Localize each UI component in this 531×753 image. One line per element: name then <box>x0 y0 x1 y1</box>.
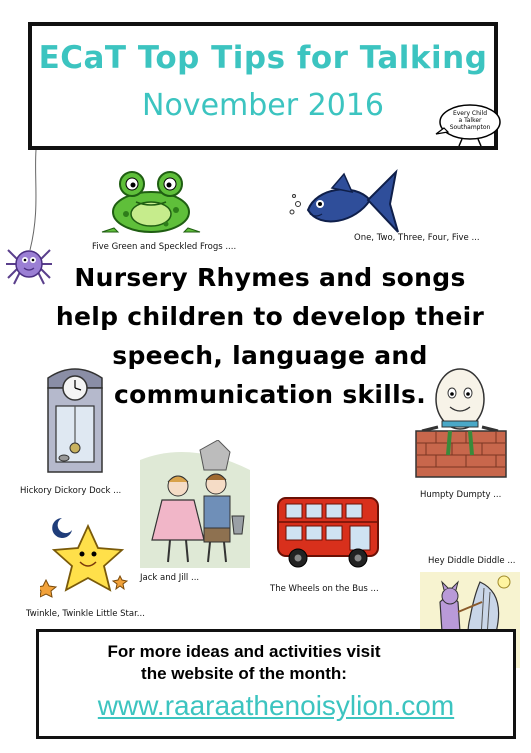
caption-frogs: Five Green and Speckled Frogs .... <box>92 242 237 252</box>
ecat-logo <box>434 100 504 150</box>
page-title: ECaT Top Tips for Talking <box>38 40 488 76</box>
caption-diddle: Hey Diddle Diddle ... <box>428 556 516 566</box>
clock-icon <box>40 364 110 476</box>
logo-text-1: Every Child <box>452 110 488 117</box>
headline-line-3: speech, language and <box>112 341 428 370</box>
headline-line-4: communication skills. <box>113 380 427 409</box>
footer-text-2: the website of the month: <box>141 664 347 683</box>
headline-line-2: help children to develop their <box>55 302 485 331</box>
logo-text-2: a Talker <box>458 117 482 124</box>
jack-and-jill-icon <box>140 440 250 568</box>
caption-bus: The Wheels on the Bus ... <box>270 584 379 594</box>
frog-icon <box>96 168 206 236</box>
caption-jack: Jack and Jill ... <box>140 573 200 583</box>
caption-twinkle: Twinkle, Twinkle Little Star... <box>26 609 145 619</box>
star-icon <box>40 516 130 598</box>
fish-icon <box>286 160 404 238</box>
logo-text-3: Southampton <box>449 124 491 131</box>
title-box <box>28 22 498 150</box>
humpty-dumpty-icon <box>412 365 510 480</box>
caption-fish: One, Two, Three, Four, Five ... <box>354 233 480 243</box>
caption-humpty: Humpty Dumpty ... <box>420 490 502 500</box>
headline-line-1: Nursery Rhymes and songs <box>74 263 466 292</box>
footer-box <box>36 629 516 739</box>
page-subtitle: November 2016 <box>142 88 384 123</box>
caption-hickory: Hickory Dickory Dock ... <box>20 486 122 496</box>
website-link[interactable]: www.raaraathenoisylion.com <box>97 690 455 721</box>
bus-icon <box>272 492 384 570</box>
footer-text-1: For more ideas and activities visit <box>107 642 381 661</box>
